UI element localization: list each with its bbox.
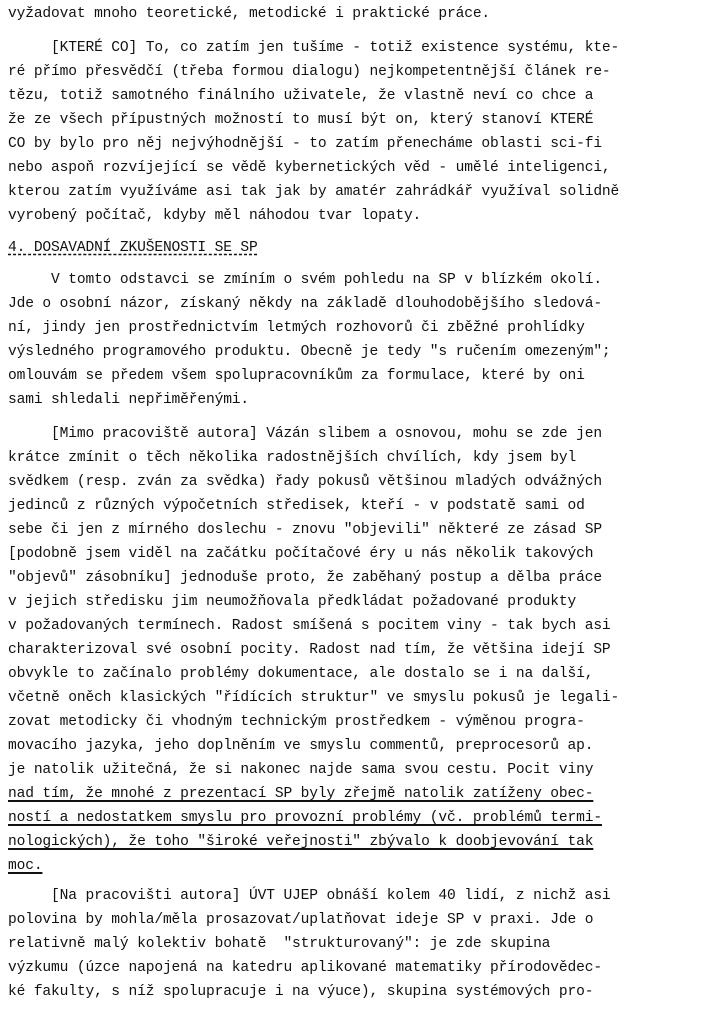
text-line: včetně oněch klasických "řídících struktur" ve smyslu pokusů je legali- [8,690,620,706]
text-line: tězu, totiž samotného finálního uživatele, že vlastně neví co chce a [8,88,594,104]
text-line: ré přímo přesvědčí (třeba formou dialogu) nejkompetentnější článek re- [8,64,611,80]
text-line: "objevů" zásobníku] jednoduše proto, že zaběhaný postup a dělba práce [8,570,602,586]
text-line: v jejich středisku jim neumožňovala předkládat požadované produkty [8,594,577,610]
text-line: obvykle to začínalo problémy dokumentace, ale dostalo se i na další, [8,666,594,682]
text-line: svědkem (resp. zván za svědka) řady pokusů většinou mladých odvážných [8,474,602,490]
text-line: omlouvám se předem všem spolupracovníkům za formulace, které by oni [8,368,585,384]
text-line: sami shledali nepřiměřenými. [8,392,250,408]
text-line: [KTERÉ CO] To, co zatím jen tušíme - totiž existence systému, kte- [8,40,620,56]
text-line: CO by bylo pro něj nejvýhodnější - to zatím přenecháme oblasti sci-fi [8,136,602,152]
text-line: Jde o osobní názor, získaný někdy na základě dlouhodobějšího sledová- [8,296,602,312]
text-line: výsledného programového produktu. Obecně je tedy "s ručením omezeným"; [8,344,611,360]
text-line: charakterizoval své osobní pocity. Radost nad tím, že většina idejí SP [8,642,611,658]
text-line: ké fakulty, s níž spolupracuje i na výuce), skupina systémových pro- [8,984,594,1000]
text-line: krátce zmínit o těch několika radostnějších chvílích, kdy jsem byl [8,450,577,466]
text-line: jedinců z různých výpočetních středisek, kteří - v podstatě sami od [8,498,585,514]
text-line: relativně malý kolektiv bohatě "strukturovaný": je zde skupina [8,936,551,952]
text-line: vyžadovat mnoho teoretické, metodické i praktické práce. [8,6,491,22]
text-line: kterou zatím využíváme asi tak jak by amatér zahrádkář využíval solidně [8,184,620,200]
text-line: polovina by mohla/měla prosazovat/uplatňovat ideje SP v praxi. Jde o [8,912,594,928]
text-line: vyrobený počítač, kdyby měl náhodou tvar lopaty. [8,208,422,224]
text-line: výzkumu (úzce napojená na katedru aplikované matematiky přírodovědec- [8,960,602,976]
text-line: [Mimo pracoviště autora] Vázán slibem a osnovou, mohu se zde jen [8,426,602,442]
underlined-text-line: moc. [8,858,43,874]
text-line: nebo aspoň rozvíjející se vědě kybernetických věd - umělé inteligenci, [8,160,611,176]
text-line: [podobně jsem viděl na začátku počítačové éry u nás několik takových [8,546,594,562]
underlined-text-line: ností a nedostatkem smyslu pro provozní problémy (vč. problémů termi- [8,810,602,826]
text-line: ní, jindy jen prostřednictvím letmých rozhovorů či zběžné prohlídky [8,320,585,336]
text-line: movacího jazyka, jeho doplněním ve smyslu commentů, preprocesorů ap. [8,738,594,754]
text-line: v požadovaných termínech. Radost smíšená s pocitem viny - tak bych asi [8,618,611,634]
section-heading: 4. DOSAVADNÍ ZKUŠENOSTI SE SP [8,240,258,256]
text-line: je natolik užitečná, že si nakonec najde sama svou cestu. Pocit viny [8,762,594,778]
text-line: [Na pracovišti autora] ÚVT UJEP obnáší kolem 40 lidí, z nichž asi [8,888,611,904]
text-line: V tomto odstavci se zmíním o svém pohledu na SP v blízkém okolí. [8,272,602,288]
underlined-text-line: nologických), že toho "široké veřejnosti" zbývalo k doobjevování tak [8,834,594,850]
text-line: zovat metodicky či vhodným technickým prostředkem - výměnou progra- [8,714,585,730]
text-line: sebe či jen z mírného doslechu - znovu "objevili" některé ze zásad SP [8,522,602,538]
underlined-text-line: nad tím, že mnohé z prezentací SP byly zřejmě natolik zatíženy obec- [8,786,594,802]
text-line: že ze všech přípustných možností to musí být on, který stanoví KTERÉ [8,112,594,128]
